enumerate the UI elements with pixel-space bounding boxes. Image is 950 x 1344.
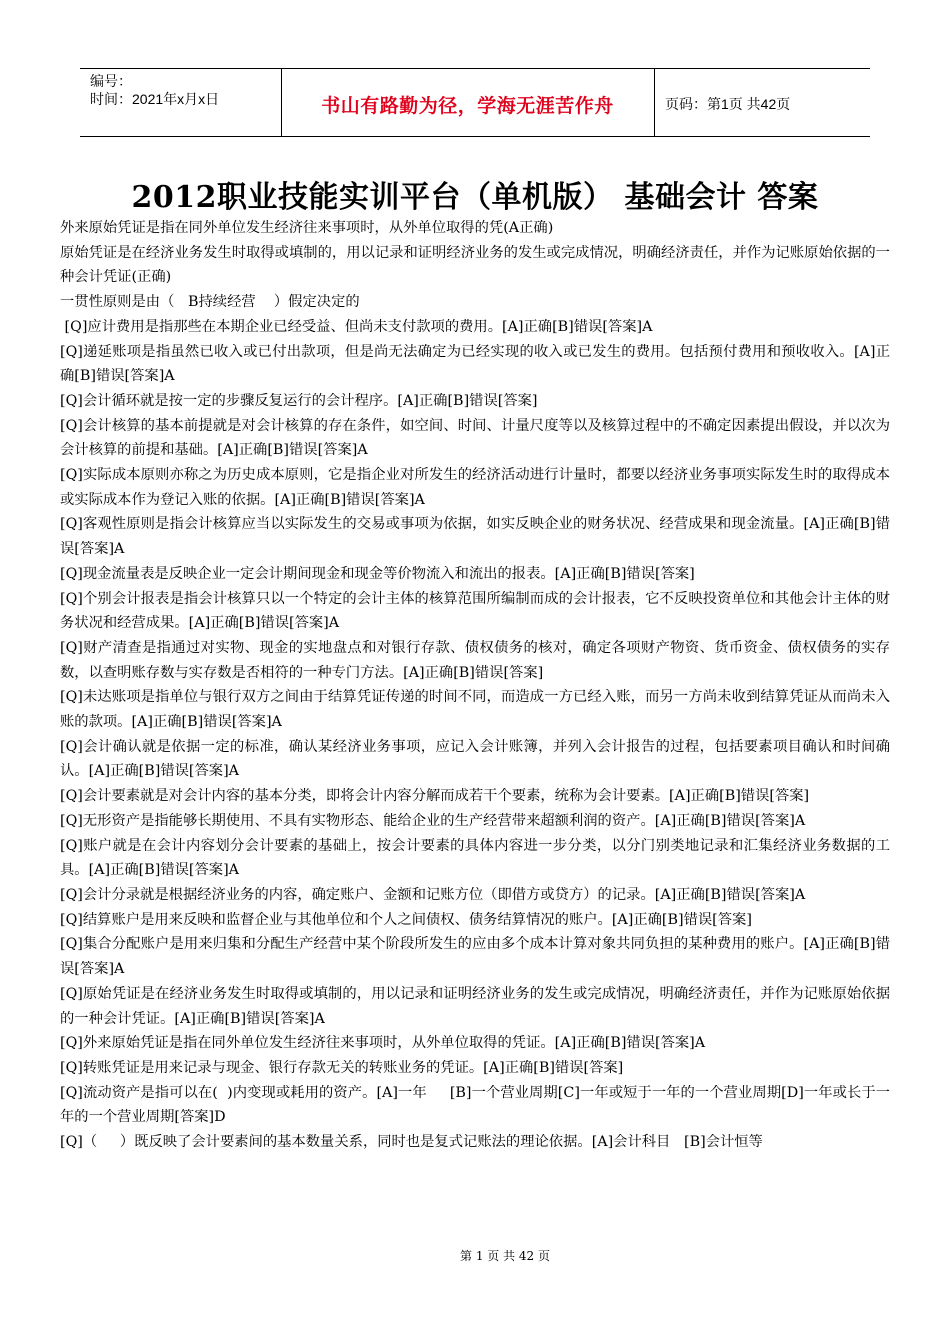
header-divider: [654, 69, 655, 136]
question-paragraph: [Q]未达账项是指单位与银行双方之间由于结算凭证传递的时间不同，而造成一方已经入账，而另一方尚未收到结算凭证从而尚未入账的款项。[A]正确[B]错误[答案]A: [60, 689, 890, 731]
document-body: [60, 216, 890, 1155]
header-motto: 书山有路勤为径，学海无涯苦作舟: [321, 95, 614, 117]
question-paragraph: [Q]应计费用是指那些在本期企业已经受益、但尚未支付款项的费用。[A]正确[B]错误[答案]A: [60, 318, 653, 335]
question-paragraph: [Q]个别会计报表是指会计核算只以一个特定的会计主体的核算范围所编制而成的会计报表，它不反映投资单位和其他会计主体的财务状况和经营成果。[A]正确[B]错误[答案]A: [60, 590, 890, 632]
question-paragraph: [Q]客观性原则是指会计核算应当以实际发生的交易或事项为依据，如实反映企业的财务状况、经营成果和现金流量。[A]正确[B]错误[答案]A: [60, 516, 890, 558]
question-paragraph: [Q]递延账项是指虽然已收入或已付出款项，但是尚无法确定为已经实现的收入或已发生的费用。包括预付费用和预收收入。[A]正确[B]错误[答案]A: [60, 343, 890, 385]
header-info: [90, 72, 219, 108]
question-paragraph: [Q]现金流量表是反映企业一定会计期间现金和现金等价物流入和流出的报表。[A]正确[B]错误[答案]: [60, 565, 695, 582]
question-paragraph: [Q]结算账户是用来反映和监督企业与其他单位和个人之间债权、债务结算情况的账户。[A]正确[B]错误[答案]: [60, 911, 752, 928]
question-paragraph: [Q]会计循环就是按一定的步骤反复运行的会计程序。[A]正确[B]错误[答案]: [60, 392, 538, 409]
question-paragraph: [Q]财产清查是指通过对实物、现金的实地盘点和对银行存款、债权债务的核对，确定各项财产物资、货币资金、债权债务的实存数，以查明账存数与实存数是否相符的一种专门方法。[A]正确[B]错误[答案]: [60, 639, 890, 681]
question-paragraph: [Q]会计分录就是根据经济业务的内容，确定账户、金额和记账方位（即借方或贷方）的记录。[A]正确[B]错误[答案]A: [60, 886, 806, 903]
question-paragraph: [Q]（ ）既反映了会计要素间的基本数量关系，同时也是复式记账法的理论依据。[A]会计科目 [B]会计恒等: [60, 1134, 763, 1151]
question-paragraph: [Q]流动资产是指可以在( )内变现或耗用的资产。[A]一年 [B]一个营业周期[C]一年或短于一年的一个营业周期[D]一年或长于一年的一个营业周期[答案]D: [60, 1084, 890, 1126]
question-paragraph: [Q]外来原始凭证是指在同外单位发生经济往来事项时，从外单位取得的凭证。[A]正确[B]错误[答案]A: [60, 1035, 706, 1052]
question-paragraph: [Q]账户就是在会计内容划分会计要素的基础上，按会计要素的具体内容进一步分类，以分门别类地记录和汇集经济业务数据的工具。[A]正确[B]错误[答案]A: [60, 837, 890, 879]
question-paragraph: [Q]会计要素就是对会计内容的基本分类，即将会计内容分解而成若干个要素，统称为会计要素。[A]正确[B]错误[答案]: [60, 788, 810, 805]
document-number-label: 编号：: [90, 73, 132, 89]
question-paragraph: [Q]原始凭证是在经济业务发生时取得或填制的，用以记录和证明经济业务的发生或完成情况，明确经济责任，并作为记账原始依据的一种会计凭证。[A]正确[B]错误[答案]A: [60, 985, 890, 1027]
question-paragraph: [Q]会计确认就是依据一定的标准，确认某经济业务事项，应记入会计账簿，并列入会计报告的过程，包括要素项目确认和时间确认。[A]正确[B]错误[答案]A: [60, 738, 890, 780]
document-title: 2012职业技能实训平台（单机版） 基础会计 答案: [131, 180, 819, 215]
page-footer: 第 1 页 共 42 页: [460, 1249, 550, 1263]
question-paragraph: [Q]实际成本原则亦称之为历史成本原则，它是指企业对所发生的经济活动进行计量时，都要以经济业务事项实际发生时的取得成本或实际成本作为登记入账的依据。[A]正确[B]错误[答案]A: [60, 467, 890, 508]
question-paragraph: [Q]集合分配账户是用来归集和分配生产经营中某个阶段所发生的应由多个成本计算对象共同负担的某种费用的账户。[A]正确[B]错误[答案]A: [60, 936, 890, 978]
question-paragraph: 外来原始凭证是指在同外单位发生经济往来事项时，从外单位取得的凭(A正确): [60, 220, 554, 236]
header-table: [80, 68, 870, 137]
question-paragraph: [Q]转账凭证是用来记录与现金、银行存款无关的转账业务的凭证。[A]正确[B]错误[答案]: [60, 1059, 624, 1076]
question-paragraph: [Q]会计核算的基本前提就是对会计核算的存在条件，如空间、时间、计量尺度等以及核算过程中的不确定因素提出假设，并以次为会计核算的前提和基础。[A]正确[B]错误[答案]A: [60, 417, 890, 459]
header-page-code: 页码：第1页 共42页: [665, 96, 791, 112]
question-paragraph: [Q]无形资产是指能够长期使用、不具有实物形态、能给企业的生产经营带来超额利润的资产。[A]正确[B]错误[答案]A: [60, 812, 806, 829]
document-time-label: 时间：2021年x月x日: [90, 91, 220, 107]
question-paragraph: 一贯性原则是由（ B持续经营 ）假定决定的: [60, 294, 360, 311]
question-paragraph: 原始凭证是在经济业务发生时取得或填制的，用以记录和证明经济业务的发生或完成情况，明确经济责任，并作为记账原始依据的一种会计凭证(正确): [60, 244, 890, 286]
